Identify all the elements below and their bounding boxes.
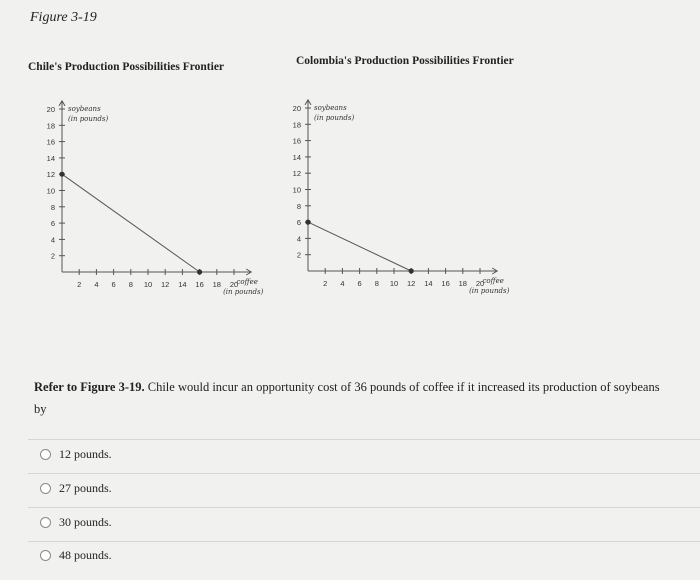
x-tick-label: 8	[128, 280, 133, 289]
y-tick-label: 6	[296, 218, 301, 228]
y-tick-label: 2	[50, 251, 55, 261]
y-tick-label: 10	[46, 186, 55, 196]
option-label: 30 pounds.	[59, 515, 112, 529]
y-tick-label: 16	[46, 137, 55, 147]
x-tick-label: 16	[441, 279, 450, 288]
x-tick-label: 16	[195, 280, 204, 289]
y-tick-label: 18	[46, 121, 55, 131]
x-tick-label: 20	[229, 280, 239, 289]
x-tick-label: 18	[458, 279, 467, 288]
radio-button[interactable]	[40, 550, 51, 561]
option-label: 48 pounds.	[59, 548, 112, 562]
y-tick-label: 4	[50, 235, 55, 245]
y-tick-label: 6	[50, 219, 55, 229]
y-axis-label: soybeans	[314, 103, 347, 112]
chile-chart-title: Chile's Production Possibilities Frontier	[28, 61, 225, 73]
divider	[28, 541, 700, 542]
x-tick-label: 20	[475, 279, 485, 288]
y-axis-label: soybeans	[68, 104, 101, 113]
colombia-chart-title: Colombia's Production Possibilities Frontier	[296, 55, 514, 67]
y-tick-label: 2	[296, 250, 301, 260]
y-tick-label: 12	[46, 170, 55, 180]
y-tick-label: 12	[292, 169, 301, 179]
x-tick-label: 8	[374, 279, 379, 288]
y-axis-unit-label: (in pounds)	[68, 114, 109, 123]
radio-button[interactable]	[40, 483, 51, 494]
x-tick-label: 12	[161, 280, 170, 289]
option-label: 12 pounds.	[59, 447, 112, 461]
y-tick-label: 20	[292, 104, 301, 113]
x-axis-label: coffee	[236, 278, 258, 286]
option-48-pounds[interactable]	[40, 548, 112, 563]
ppf-point	[305, 220, 310, 225]
question-ref: Refer to Figure 3-19.	[34, 380, 145, 394]
x-tick-label: 6	[357, 279, 362, 288]
y-tick-label: 18	[292, 120, 301, 130]
x-axis-unit-label: (in pounds)	[223, 288, 264, 296]
x-tick-label: 2	[77, 280, 82, 289]
x-axis-unit-label: (in pounds)	[469, 287, 510, 295]
x-tick-label: 2	[323, 279, 328, 288]
radio-button[interactable]	[40, 517, 51, 528]
x-tick-label: 4	[340, 279, 345, 288]
y-tick-label: 8	[296, 201, 301, 211]
x-tick-label: 18	[212, 280, 221, 289]
y-tick-label: 14	[292, 152, 301, 162]
x-tick-label: 14	[178, 280, 187, 289]
option-label: 27 pounds.	[59, 481, 112, 495]
figure-label: Figure 3-19	[30, 10, 97, 25]
question-text	[34, 376, 674, 420]
x-axis-label: coffee	[482, 277, 504, 285]
divider	[28, 439, 700, 440]
x-tick-label: 12	[407, 279, 416, 288]
ppf-line	[308, 222, 411, 271]
y-tick-label: 8	[50, 202, 55, 212]
x-tick-label: 10	[143, 280, 153, 289]
question-body: Chile would incur an opportunity cost of 36 pounds of coffee if it increased its production of soybeans by	[34, 380, 660, 416]
option-30-pounds[interactable]	[40, 515, 112, 530]
y-tick-label: 14	[46, 153, 55, 163]
x-tick-label: 4	[94, 280, 99, 289]
y-tick-label: 10	[292, 185, 301, 195]
ppf-point	[409, 268, 414, 273]
option-12-pounds[interactable]	[40, 447, 112, 462]
y-tick-label: 16	[292, 136, 301, 146]
y-axis-unit-label: (in pounds)	[314, 113, 355, 122]
radio-button[interactable]	[40, 449, 51, 460]
x-tick-label: 14	[424, 279, 433, 288]
y-tick-label: 20	[46, 105, 55, 114]
option-27-pounds[interactable]	[40, 481, 112, 496]
x-tick-label: 10	[389, 279, 399, 288]
divider	[28, 507, 700, 508]
y-tick-label: 4	[296, 234, 301, 244]
x-tick-label: 6	[111, 280, 116, 289]
divider	[28, 473, 700, 474]
